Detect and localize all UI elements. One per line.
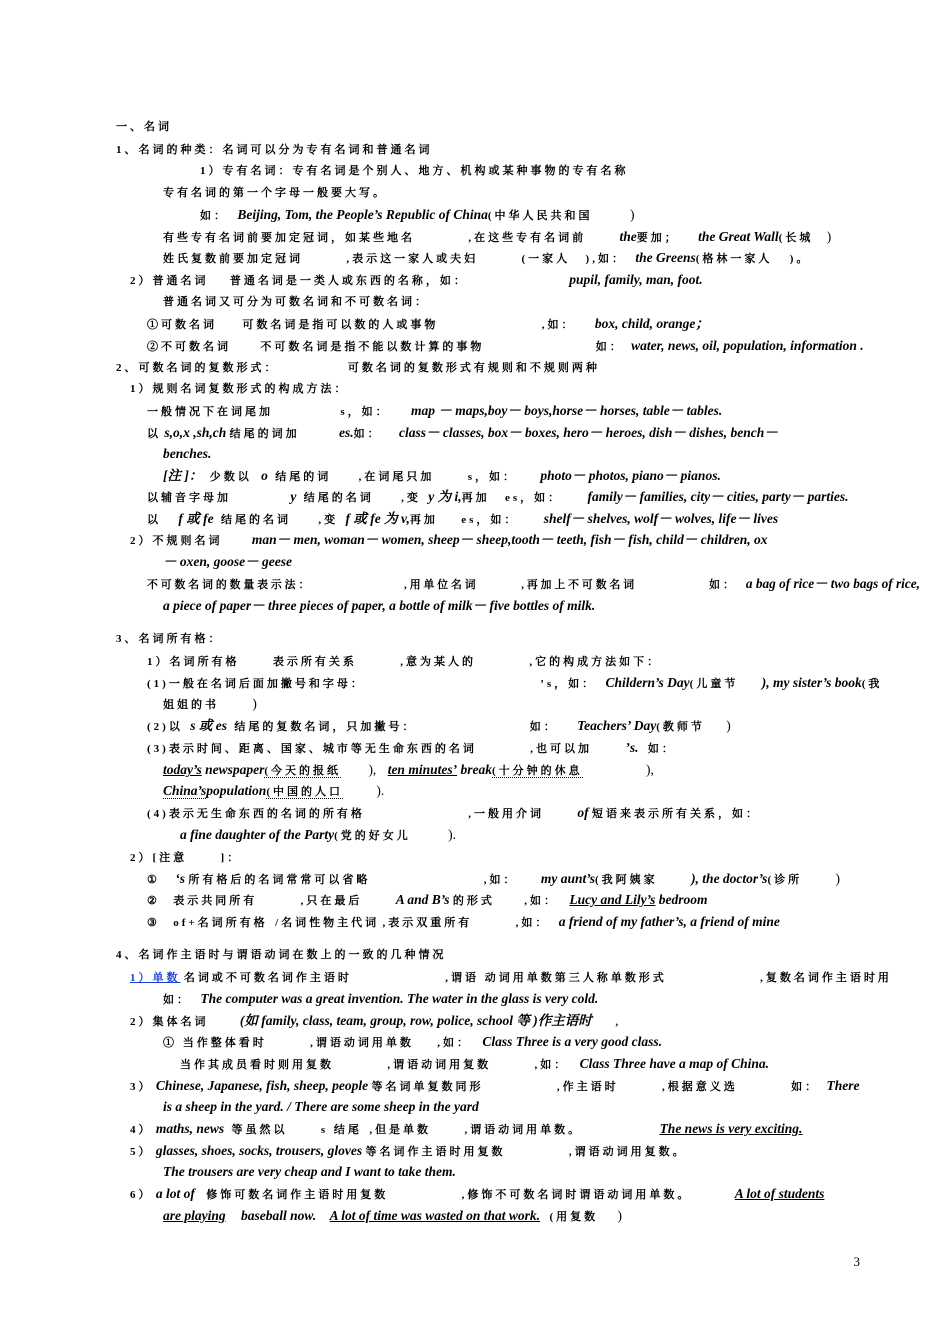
text-line: ③ of+名词所有格 /名词性物主代词 ,表示双重所有 ,如： a friend of my father’s, a friend of mine <box>147 914 780 929</box>
text-line: 不可数名词的数量表示法： ,用单位名词 ,再加上不可数名词 如： a bag of rice－ two bags of rice, <box>147 576 920 591</box>
text-line: [注 ]： 少数以 o 结尾的词 ,在词尾只加 s，如： photo－ photos, piano－ pianos. <box>163 468 721 483</box>
heading-2: 2、可数名词的复数形式： 可数名词的复数形式有规则和不规则两种 <box>116 362 600 374</box>
text-line: 1）专有名词：专有名词是个别人、地方、机构或某种事物的专有名称 <box>200 165 629 177</box>
text-line: 2）集体名词 (如 family, class, team, group, row, police, school 等 )作主语时 , <box>130 1013 619 1028</box>
text-line: The trousers are very cheap and I want to take them. <box>163 1164 456 1179</box>
text-line: (2)以 s 或 es 结尾的复数名词，只加撇号： 如： Teachers’ Day(教师节 ) <box>147 718 731 733</box>
text-line: 6） a lot of 修饰可数名词作主语时用复数 ,修饰不可数名词时谓语动词用单数。 A lot of students <box>130 1186 825 1201</box>
text-line: (4)表示无生命东西的名词的所有格 ,一般用介词 of 短语来表示所有关系，如： <box>147 805 760 820</box>
text-line: (3)表示时间、距离、国家、城市等无生命东西的名词 ,也可以加 ’s. 如： <box>147 740 676 755</box>
text-line: a fine daughter of the Party(党的好女儿 ). <box>180 827 457 842</box>
text-line: 普通名词又可分为可数名词和不可数名词： <box>163 296 429 308</box>
text-line: 如： Beijing, Tom, the People’s Republic of China(中华人民共和国 ) <box>200 207 635 222</box>
text-line: 当作其成员看时则用复数 ,谓语动词用复数 ,如： Class Three have a map of China. <box>180 1056 770 1071</box>
text-line: 4） maths, news 等虽然以 s 结尾 ,但是单数 ,谓语动词用单数。 The news is very exciting. <box>130 1121 803 1136</box>
text-line: 2）不规则名词 man－ men, woman－ women, sheep－ sheep,tooth－ teeth, fish－ fish, child－ children, ox <box>130 532 768 547</box>
text-line: is a sheep in the yard. / There are some sheep in the yard <box>163 1099 479 1114</box>
text-line: 专有名词的第一个字母一般要大写。 <box>163 187 387 199</box>
text-line: 2）[注意 ]： <box>130 852 242 864</box>
text-line: ②不可数名词 不可数名词是指不能以数计算的事物 如： water, news, oil, population, information . <box>147 338 864 353</box>
text-line: ①可数名词 可数名词是指可以数的人或事物 ,如： box, child, orange； <box>147 316 709 331</box>
text-line: ② 表示共同所有 ,只在最后 A and B’s 的形式 ,如： Lucy and Lily’s bedroom <box>147 892 708 907</box>
text-line: 以 s,o,x ,sh,ch 结尾的词加 es.如： class－ classes, box－ boxes, hero－ heroes, dish－ dishes, bench－ <box>147 425 778 440</box>
text-line: today’s newspaper(今天的报纸 ), ten minutes’ break(十分钟的休息 ), <box>163 762 654 777</box>
text-line: ① ‘s 所有格后的名词常常可以省略 ,如： my aunt’s(我阿姨家 ), the doctor’s(诊所 ) <box>147 871 840 886</box>
text-line: China’spopulation(中国的人口 ). <box>163 783 385 798</box>
text-line: 姓氏复数前要加定冠词 ,表示这一家人或夫妇 (一家人 ),如： the Greens(格林一家人 )。 <box>163 250 811 265</box>
text-line: － oxen, goose－ geese <box>163 554 292 569</box>
heading-4: 4、名词作主语时与谓语动词在数上的一致的几种情况 <box>116 949 447 961</box>
page-number: 3 <box>853 1254 860 1269</box>
text-line: benches. <box>163 446 212 461</box>
text-line: 1）名词所有格 表示所有关系 ,意为某人的 ,它的构成方法如下： <box>147 656 662 668</box>
text-line: are playing baseball now. A lot of time was wasted on that work. (用复数 ) <box>163 1208 622 1223</box>
text-line: 3） Chinese, Japanese, fish, sheep, people 等名词单复数同形 ,作主语时 ,根据意义选 如： There <box>130 1078 860 1093</box>
text-line: 1）规则名词复数形式的构成方法： <box>130 383 349 395</box>
text-line: 5） glasses, shoes, socks, trousers, gloves 等名词作主语时用复数 ,谓语动词用复数。 <box>130 1143 687 1158</box>
text-line: (1)一般在名词后面加撇号和字母： ’s，如： Childern’s Day(儿童节 ), my sister’s book(我 <box>147 675 883 690</box>
section-title: 一、名词 <box>116 121 172 133</box>
text-line: 一般情况下在词尾加 s，如： map － maps,boy－ boys,horse－ horses, table－ tables. <box>147 403 723 418</box>
text-line: 以辅音字母加 y 结尾的名词 ,变 y 为 i,再加 es，如： family－ families, city－ cities, party－ parties. <box>147 489 849 504</box>
text-line: ① 当作整体看时 ,谓语动词用单数 ,如： Class Three is a very good class. <box>163 1034 662 1049</box>
text-line: 以 f 或 fe 结尾的名词 ,变 f 或 fe 为 v,再加 es，如： shelf－ shelves, wolf－ wolves, life－ lives <box>147 511 779 526</box>
heading-3: 3、名词所有格： <box>116 633 223 645</box>
text-line: 姐姐的书 ) <box>163 696 257 711</box>
text-line: 2）普通名词 普通名词是一类人或东西的名称，如： pupil, family, man, foot. <box>130 272 703 287</box>
text-line: 1）单数 名词或不可数名词作主语时 ,谓语 动词用单数第三人称单数形式 ,复数名词作主语时用 <box>130 972 892 984</box>
text-line: 有些专有名词前要加定冠词，如某些地名 ,在这些专有名词前 the要加； the Great Wall(长城 ) <box>163 229 832 244</box>
text-line: 如： The computer was a great invention. The water in the glass is very cold. <box>163 991 599 1006</box>
text-line: a piece of paper－ three pieces of paper, a bottle of milk－ five bottles of milk. <box>163 598 596 613</box>
heading-1: 1、名词的种类：名词可以分为专有名词和普通名词 <box>116 144 433 156</box>
